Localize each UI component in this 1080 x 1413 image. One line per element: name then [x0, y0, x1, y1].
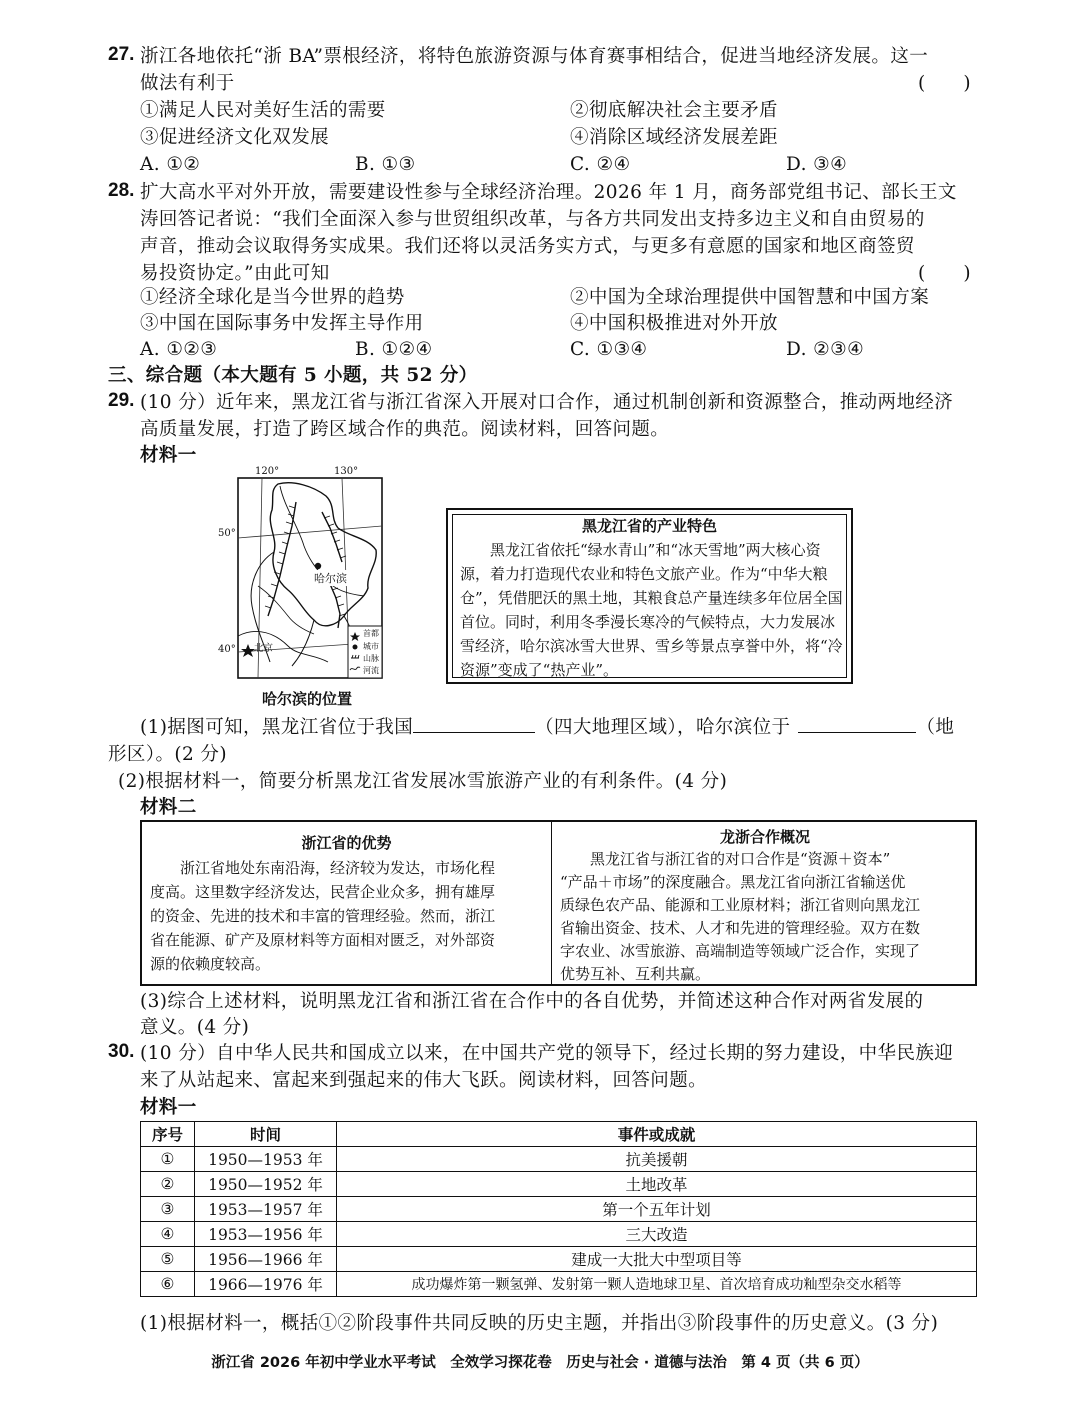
q27-number: 27.	[108, 44, 135, 65]
table-cell: 1950—1952 年	[195, 1172, 337, 1197]
industry-box-line: 仓”，凭借肥沃的黑土地，其粮食总产量连续多年位居全国	[460, 589, 843, 607]
material-2-table	[140, 820, 977, 986]
industry-box-line: 资源”变成了“热产业”。	[460, 661, 619, 679]
zhejiang-advantage-line: 浙江省地处东南沿海，经济较为发达，市场化程	[150, 859, 496, 877]
q27-option-3: ③促进经济文化双发展	[140, 127, 330, 148]
q27-option-4: ④消除区域经济发展差距	[570, 127, 778, 148]
table-cell: 1950—1953 年	[195, 1147, 337, 1172]
map-legend-city: 城市	[363, 642, 379, 651]
q27-stem-line1: 浙江各地依托“浙 BA”票根经济，将特色旅游资源与体育赛事相结合，促进当地经济发展。这一	[140, 46, 929, 67]
q27-option-2: ②彻底解决社会主要矛盾	[570, 100, 778, 121]
q30-stem-line2: 来了从站起来、富起来到强起来的伟大飞跃。阅读材料，回答问题。	[140, 1070, 708, 1091]
q30-sub1: (1)根据材料一，概括①②阶段事件共同反映的历史主题，并指出③阶段事件的历史意义。(3 分)	[140, 1313, 939, 1334]
q28-option-2: ②中国为全球治理提供中国智慧和中国方案	[570, 287, 930, 308]
industry-box-line: 黑龙江省依托“绿水青山”和“冰天雪地”两大核心资	[460, 541, 821, 559]
map-caption: 哈尔滨的位置	[262, 690, 353, 708]
q28-choice-c: C. ①③④	[570, 339, 648, 360]
q29-sub3-line2: 意义。(4 分)	[140, 1017, 250, 1038]
table-cell: 抗美援朝	[337, 1147, 977, 1172]
q29-sub3-line1: (3)综合上述材料，说明黑龙江省和浙江省在合作中的各自优势，并简述这种合作对两省发展的	[140, 991, 924, 1012]
q27-choice-c: C. ②④	[570, 154, 631, 175]
map-lon-120: 120°	[255, 466, 280, 477]
page-footer: 浙江省 2026 年初中学业水平考试 全效学习探花卷 历史与社会 · 道德与法治 第 4 页（共 6 页）	[211, 1355, 869, 1371]
zhejiang-advantage-line: 源的依赖度较高。	[150, 955, 271, 973]
cooperation-overview-line: “产品＋市场”的深度融合。黑龙江省向浙江省输送优	[560, 873, 906, 891]
q29-material-2-label: 材料二	[140, 797, 197, 818]
industry-box-title: 黑龙江省的产业特色	[581, 517, 717, 535]
q28-answer-paren: ( )	[918, 263, 972, 284]
map-legend-capital: 首都	[363, 629, 379, 638]
q28-choice-d: D. ②③④	[786, 339, 865, 360]
answer-blank-region[interactable]	[413, 732, 535, 733]
history-events-table	[140, 1121, 977, 1297]
table-header-cell: 序号	[141, 1122, 195, 1147]
q28-option-4: ④中国积极推进对外开放	[570, 313, 778, 334]
q29-sub1-part-c: （地	[916, 717, 955, 738]
q29-sub1-part-b: （四大地理区域），哈尔滨位于	[535, 717, 791, 738]
q28-stem-line3: 声音，推动会议取得务实成果。我们还将以灵活务实方式，与更多有意愿的国家和地区商签贸	[140, 236, 915, 257]
cooperation-overview-line: 省输出资金、技术、人才和先进的管理经验。双方在数	[560, 919, 921, 937]
q28-option-1: ①经济全球化是当今世界的趋势	[140, 287, 405, 308]
q28-number: 28.	[108, 180, 135, 201]
q28-choice-b: B. ①②④	[355, 339, 433, 360]
table-row	[141, 1197, 977, 1222]
q29-sub1	[140, 714, 954, 741]
q29-stem-line1: (10 分）近年来，黑龙江省与浙江省深入开展对口合作，通过机制创新和资源整合，推动两地经济	[140, 392, 954, 413]
table-cell: 1953—1956 年	[195, 1222, 337, 1247]
q27-choice-b: B. ①③	[355, 154, 416, 175]
table-cell: ②	[141, 1172, 195, 1197]
q28-choice-a: A. ①②③	[140, 339, 218, 360]
table-row	[141, 1147, 977, 1172]
harbin-location-map	[218, 466, 386, 682]
map-lon-130: 130°	[334, 466, 359, 477]
zhejiang-advantage-line: 度高。这里数字经济发达，民营企业众多，拥有雄厚	[150, 883, 496, 901]
q30-number: 30.	[108, 1041, 135, 1062]
q27-choice-d: D. ③④	[786, 154, 848, 175]
q30-material-1-label: 材料一	[140, 1097, 197, 1118]
q28-stem-line2: 涛回答记者说：“我们全面深入参与世贸组织改革，与各方共同发出支持多边主义和自由贸易的	[140, 209, 925, 230]
q27-stem-line2: 做法有利于	[140, 73, 235, 94]
table-cell: 土地改革	[337, 1172, 977, 1197]
table-row	[141, 1222, 977, 1247]
map-legend-mountain: 山脉	[363, 654, 379, 663]
table-cell: ③	[141, 1197, 195, 1222]
table-cell: 1953—1957 年	[195, 1197, 337, 1222]
q27-choice-a: A. ①②	[140, 154, 201, 175]
cooperation-overview-line: 字农业、冰雪旅游、高端制造等领域广泛合作，实现了	[560, 942, 921, 960]
map-lat-50: 50°	[218, 528, 236, 539]
q29-sub2: (2)根据材料一，简要分析黑龙江省发展冰雪旅游产业的有利条件。(4 分)	[118, 771, 728, 792]
zhejiang-advantage-title: 浙江省的优势	[301, 834, 392, 852]
map-legend-river: 河流	[363, 666, 379, 675]
table-cell: ①	[141, 1147, 195, 1172]
cooperation-overview-line: 质绿色农产品、能源和工业原材料；浙江省则向黑龙江	[560, 896, 921, 914]
q28-stem-line1: 扩大高水平对外开放，需要建设性参与全球经济治理。2026 年 1 月，商务部党组书记、部长王文	[140, 182, 957, 203]
zhejiang-advantage-line: 省在能源、矿产及原材料等方面相对匮乏，对外部资	[150, 931, 496, 949]
table-cell: ④	[141, 1222, 195, 1247]
map-lat-40: 40°	[218, 644, 236, 655]
table-row	[141, 1272, 977, 1297]
table-row	[141, 1172, 977, 1197]
table-cell: 三大改造	[337, 1222, 977, 1247]
q29-stem-line2: 高质量发展，打造了跨区域合作的典范。阅读材料，回答问题。	[140, 419, 670, 440]
table-row	[141, 1247, 977, 1272]
table-cell: 第一个五年计划	[337, 1197, 977, 1222]
table-cell: 建成一大批大中型项目等	[337, 1247, 977, 1272]
zhejiang-advantage-line: 的资金、先进的技术和丰富的管理经验。然而，浙江	[150, 907, 496, 925]
heilongjiang-industry-box	[446, 508, 853, 684]
table-cell: ⑤	[141, 1247, 195, 1272]
table-header-row	[141, 1122, 977, 1147]
q29-sub1-part-a: (1)据图可知，黑龙江省位于我国	[140, 717, 414, 738]
table-cell: 成功爆炸第一颗氢弹、发射第一颗人造地球卫星、首次培育成功籼型杂交水稻等	[337, 1272, 977, 1297]
q28-option-3: ③中国在国际事务中发挥主导作用	[140, 313, 424, 334]
table-header-cell: 时间	[195, 1122, 337, 1147]
section-3-heading: 三、综合题（本大题有 5 小题，共 52 分）	[108, 365, 478, 386]
industry-box-line: 源，着力打造现代农业和特色文旅产业。作为“中华大粮	[460, 565, 828, 583]
table-cell: ⑥	[141, 1272, 195, 1297]
answer-blank-landform[interactable]	[798, 732, 916, 733]
q28-stem-line4: 易投资协定。”由此可知	[140, 263, 330, 284]
table-cell: 1966—1976 年	[195, 1272, 337, 1297]
table-cell: 1956—1966 年	[195, 1247, 337, 1272]
map-beijing-label: 北京	[254, 643, 274, 654]
cooperation-overview-title: 龙浙合作概况	[719, 828, 810, 846]
q29-sub1-part-d: 形区）。(2 分)	[108, 744, 227, 765]
q30-stem-line1: (10 分）自中华人民共和国成立以来，在中国共产党的领导下，经过长期的努力建设，中华民族迎	[140, 1043, 954, 1064]
q29-material-1-label: 材料一	[140, 445, 197, 466]
q27-option-1: ①满足人民对美好生活的需要	[140, 100, 386, 121]
q29-number: 29.	[108, 390, 135, 411]
cooperation-overview-line: 优势互补、互利共赢。	[560, 965, 711, 983]
cooperation-overview-line: 黑龙江省与浙江省的对口合作是“资源＋资本”	[560, 850, 891, 868]
map-harbin-label: 哈尔滨	[314, 572, 347, 585]
q27-answer-paren: ( )	[918, 73, 972, 94]
table-header-cell: 事件或成就	[337, 1122, 977, 1147]
industry-box-line: 首位。同时，利用冬季漫长寒冷的气候特点，大力发展冰	[460, 613, 836, 631]
industry-box-line: 雪经济，哈尔滨冰雪大世界、雪乡等景点享誉中外，将“冷	[460, 637, 843, 655]
